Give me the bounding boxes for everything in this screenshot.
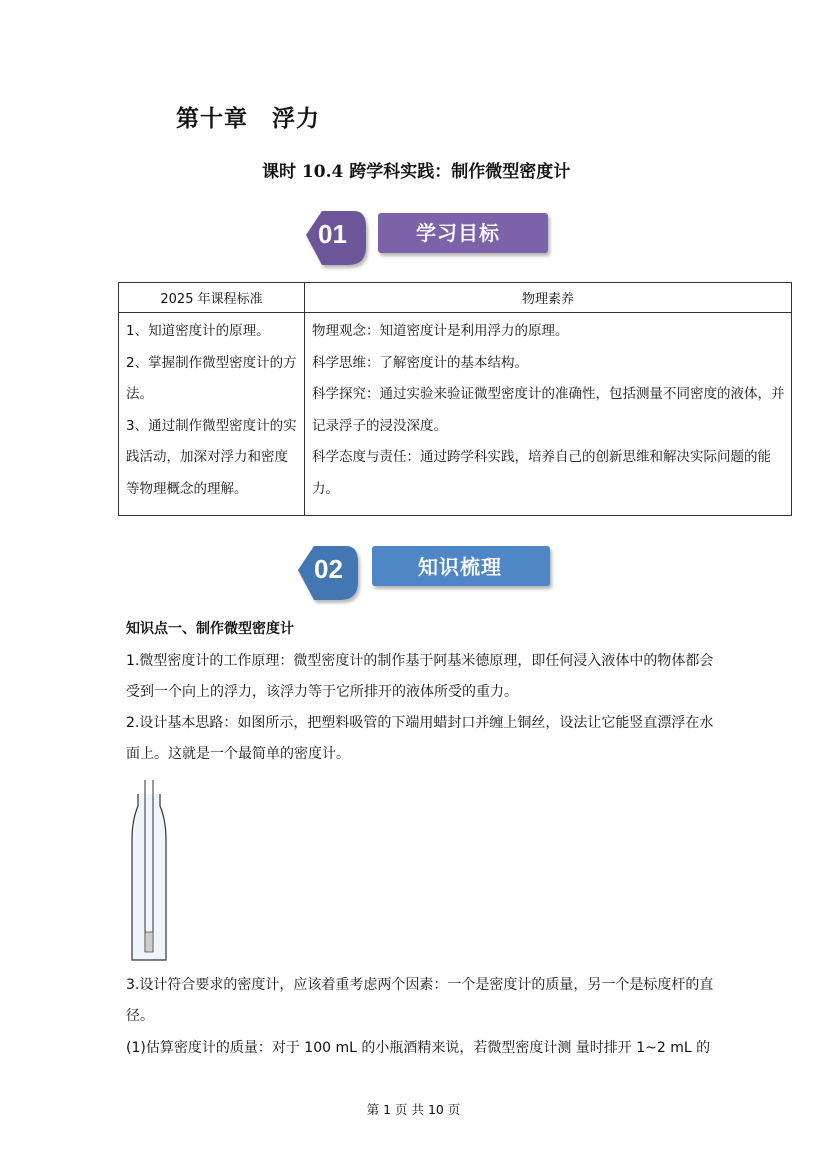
hydrometer-bottle-illustration (126, 780, 176, 965)
section-number: 02 (314, 554, 343, 584)
paragraph-design: 2.设计基本思路：如图所示，把塑料吸管的下端用蜡封口并缠上铜丝，设法让它能竖直漂浮在水面上。这就是一个最简单的密度计。 (126, 715, 714, 762)
standard-item: 1、知道密度计的原理。 (126, 323, 270, 339)
section-number: 01 (318, 219, 347, 249)
section-title: 学习目标 (416, 221, 500, 245)
section-title: 知识梳理 (418, 555, 502, 579)
paragraph-principle: 1.微型密度计的工作原理：微型密度计的制作基于阿基米德原理，即任何浸入液体中的物体都会受到一个向上的浮力，该浮力等于它所排开的液体所受的重力。 (126, 653, 714, 700)
standard-item: 3、通过制作微型密度计的实践活动，加深对浮力和密度等物理概念的理解。 (126, 417, 297, 497)
literacy-cell (305, 313, 792, 516)
paragraph-mass-estimate: (1)估算密度计的质量：对于 100 mL 的小瓶酒精来说，若微型密度计测 量时排开 1~2 mL 的 (126, 1040, 711, 1056)
page-footer: 第 1 页 共 10 页 (366, 1102, 461, 1117)
table-header-standard: 2025 年课程标准 (119, 283, 305, 313)
table-header-literacy: 物理素养 (305, 283, 792, 313)
literacy-item: 物理观念：知道密度计是利用浮力的原理。 (312, 323, 569, 339)
section-badge-knowledge (292, 540, 554, 606)
literacy-item: 科学探究：通过实验来验证微型密度计的准确性，包括测量不同密度的液体，并记录浮子的浸没深度。 (312, 386, 785, 434)
knowledge-point-title: 知识点一、制作微型密度计 (126, 621, 294, 637)
chapter-title: 第十章 浮力 (176, 105, 320, 132)
literacy-item: 科学态度与责任：通过跨学科实践，培养自己的创新思维和解决实际问题的能力。 (312, 449, 771, 497)
literacy-item: 科学思维：了解密度计的基本结构。 (312, 354, 528, 371)
standard-item: 2、掌握制作微型密度计的方法。 (126, 354, 297, 402)
paragraph-factors: 3.设计符合要求的密度计，应该着重考虑两个因素：一个是密度计的质量，另一个是标度杆的直径。 (126, 977, 714, 1024)
lesson-title: 课时 10.4 跨学科实践：制作微型密度计 (262, 162, 571, 182)
curriculum-table (118, 282, 792, 516)
section-badge-objectives (300, 205, 552, 271)
standards-cell (119, 313, 305, 516)
